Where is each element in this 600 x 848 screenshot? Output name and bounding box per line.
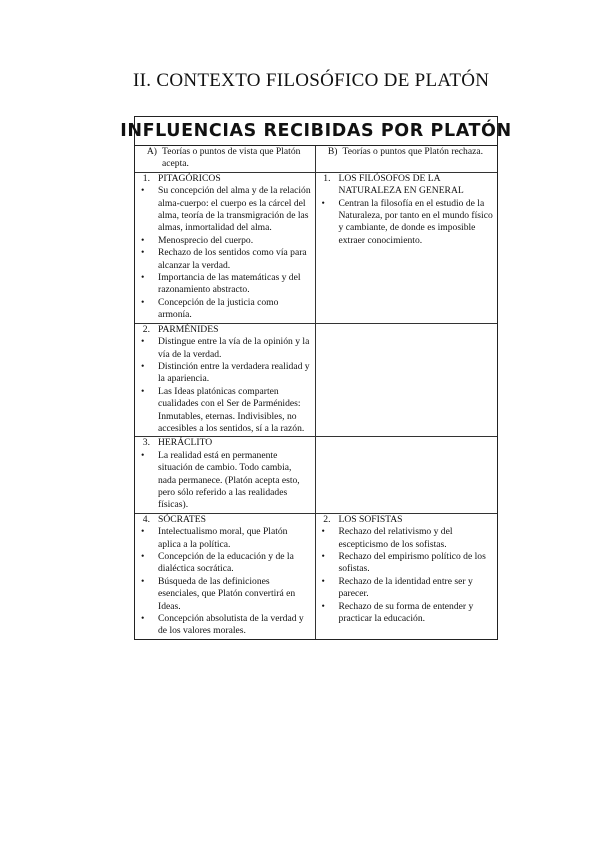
group-name: PITAGÓRICOS (158, 172, 221, 184)
list-item: • Búsqueda de las definiciones esenciales, que Platón convertirá en Ideas. (138, 576, 312, 613)
list-item: • Rechazo de su forma de entender y practicar la educación. (319, 601, 495, 626)
list-item: • Centran la filosofía en el estudio de la Naturaleza, por tanto en el mundo físico y cambiante, de donde es imposible extraer conocimiento. (319, 198, 495, 248)
list-item: • Distinción entre la verdadera realidad y la apariencia. (138, 361, 312, 386)
list-item: • Importancia de las matemáticas y del razonamiento abstracto. (138, 272, 312, 297)
header-right-mark: B) (327, 146, 338, 157)
group-name: HERÁCLITO (158, 437, 213, 449)
list-item: • Menosprecio del cuerpo. (138, 235, 312, 247)
cell-heraclito (135, 437, 315, 513)
bullet-list (138, 336, 312, 435)
group-name: LOS FILÓSOFOS DE LA NATURALEZA EN GENERAL (338, 172, 464, 197)
header-right-text: Teorías o puntos que Platón rechaza. (342, 146, 484, 157)
table-row (135, 513, 497, 639)
list-item: • Las Ideas platónicas comparten cualidades con el Ser de Parménides: Inmutables, eternas. Indivisibles, no accesibles a los sentidos, sí a la razón. (138, 386, 312, 436)
list-item: • La realidad está en permanente situación de cambio. Todo cambia, nada permanece. (Platón acepta esto, pero sólo referido a las realidades físicas). (138, 450, 312, 512)
bullet-list (138, 185, 312, 321)
list-item: • Rechazo del empirismo político de los sofistas. (319, 551, 495, 576)
list-item: • Concepción de la justicia como armonía. (138, 297, 312, 322)
group-number: 1. (142, 172, 150, 184)
table-row (135, 172, 497, 323)
table-row (135, 437, 497, 513)
bullet-list (319, 526, 495, 625)
cell-pitagoricos (135, 172, 315, 323)
group-number: 4. (142, 513, 150, 525)
empty-cell (315, 437, 497, 513)
influences-grid (135, 146, 497, 639)
group-name: LOS SOFISTAS (338, 513, 403, 525)
influences-table (120, 116, 512, 640)
list-item: • Su concepción del alma y de la relación alma-cuerpo: el cuerpo es la cárcel del alma, teoría de la transmigración de las almas, inmortalidad del alma. (138, 185, 312, 235)
group-number: 2. (142, 323, 150, 335)
list-item: • Concepción absolutista de la verdad y de los valores morales. (138, 613, 312, 638)
bullet-list (319, 198, 495, 248)
list-item: • Rechazo del relativismo y del escepticismo de los sofistas. (319, 526, 495, 551)
list-item: • Rechazo de los sentidos como vía para alcanzar la verdad. (138, 247, 312, 272)
group-name: PARMÉNIDES (158, 323, 219, 335)
list-item: • Intelectualismo moral, que Platón aplica a la política. (138, 526, 312, 551)
empty-cell (315, 323, 497, 437)
group-name: SÓCRATES (158, 513, 206, 525)
cell-sofistas (315, 513, 497, 639)
group-number: 3. (142, 437, 150, 449)
list-item: • Distingue entre la vía de la opinión y la vía de la verdad. (138, 336, 312, 361)
bullet-list (138, 526, 312, 638)
cell-parmenides (135, 323, 315, 437)
table-banner: INFLUENCIAS RECIBIDAS POR PLATÓN (135, 117, 497, 146)
table-row (135, 323, 497, 437)
cell-filosofos-naturaleza (315, 172, 497, 323)
page-title: II. CONTEXTO FILOSÓFICO DE PLATÓN (133, 70, 490, 91)
header-rejected (315, 146, 497, 172)
group-number: 1. (323, 172, 331, 184)
header-left-text: Teorías o puntos de vista que Platón acepta. (162, 146, 301, 170)
header-accepted (135, 146, 315, 172)
list-item: • Concepción de la educación y de la dialéctica socrática. (138, 551, 312, 576)
group-number: 2. (323, 513, 331, 525)
header-left-mark: A) (146, 146, 157, 157)
cell-socrates (135, 513, 315, 639)
table-header-row (135, 146, 497, 172)
bullet-list (138, 450, 312, 512)
list-item: • Rechazo de la identidad entre ser y parecer. (319, 576, 495, 601)
